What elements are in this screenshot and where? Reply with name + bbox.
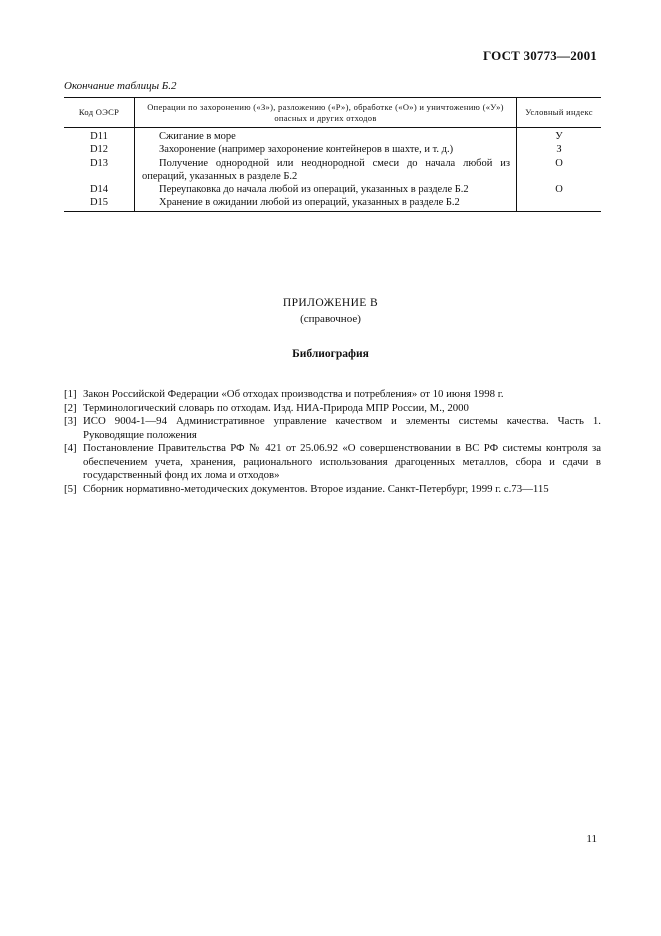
- row-code: D13: [64, 157, 135, 183]
- appendix-title: ПРИЛОЖЕНИЕ В: [282, 297, 379, 309]
- reference-number: [3]: [64, 415, 77, 427]
- bibliography-list: [64, 388, 601, 496]
- row-operation-text: Сжигание в море: [159, 131, 236, 143]
- table-row: [64, 157, 601, 183]
- reference-number: [2]: [64, 401, 77, 414]
- reference-text: Закон Российской Федерации «Об отходах производства и потребления» от 10 июня 1998 г.: [83, 388, 504, 400]
- list-item: [64, 483, 601, 497]
- row-code: D12: [64, 143, 135, 156]
- page-number: 11: [586, 833, 597, 845]
- row-operation-text: Получение однородной или неоднородной смеси до начала любой из операций, указанных в разделе Б.2: [142, 157, 510, 182]
- row-code: D11: [64, 128, 135, 144]
- row-operation: [135, 128, 517, 144]
- row-operation: [135, 196, 517, 212]
- standard-header: ГОСТ 30773—2001: [482, 48, 597, 63]
- table-row: [64, 183, 601, 196]
- reference-text: Сборник нормативно-методических документов. Второе издание. Санкт-Петербург, 1999 г. с.73—115: [83, 482, 549, 495]
- appendix-subtitle: (справочное): [300, 313, 361, 325]
- row-code: D15: [64, 196, 135, 212]
- reference-number: [5]: [64, 482, 77, 495]
- reference-number: [4]: [64, 442, 77, 454]
- reference-text: ИСО 9004-1—94 Административное управление качеством и элементы системы качества. Часть 1. Руководящие положения: [83, 415, 601, 441]
- row-index: О: [555, 157, 563, 169]
- table-header-row: [64, 98, 601, 128]
- row-index: З: [556, 144, 562, 156]
- row-operation: [135, 157, 517, 183]
- table-caption: Окончание таблицы Б.2: [64, 80, 177, 92]
- row-operation-text: Переупаковка до начала любой из операций, указанных в разделе Б.2: [159, 183, 469, 195]
- row-index: [517, 196, 602, 212]
- reference-text: Постановление Правительства РФ № 421 от 25.06.92 «О совершенствовании в ВС РФ системы контроля за обеспечением учета, хранения, рационального использования драгоценных металлов, сбора и сдачи в государственный фонд их лома и отходов»: [83, 442, 601, 481]
- row-index: О: [555, 183, 563, 195]
- column-header-operation: Операции по захоронению («З»), разложению («Р»), обработке («О») и уничтожению («У») опасных и других отходов: [135, 98, 517, 128]
- row-operation: [135, 183, 517, 196]
- bibliography-title: Библиография: [292, 348, 369, 360]
- row-operation-text: Захоронение (например захоронение контейнеров в шахте, и т. д.): [159, 144, 454, 156]
- table-row: [64, 196, 601, 212]
- list-item: [64, 388, 601, 402]
- table-row: [64, 143, 601, 156]
- row-operation: [135, 143, 517, 156]
- row-index: У: [555, 131, 563, 143]
- list-item: [64, 402, 601, 416]
- column-header-index: Условный индекс: [517, 98, 602, 128]
- table-row: [64, 128, 601, 144]
- list-item: [64, 415, 601, 442]
- column-header-code: Код ОЭСР: [64, 98, 135, 128]
- reference-number: [1]: [64, 388, 77, 400]
- reference-text: Терминологический словарь по отходам. Изд. НИА-Природа МПР России, М., 2000: [83, 401, 469, 414]
- list-item: [64, 442, 601, 483]
- row-operation-text: Хранение в ожидании любой из операций, указанных в разделе Б.2: [159, 196, 460, 208]
- operations-table: [64, 97, 601, 212]
- row-code: D14: [64, 183, 135, 196]
